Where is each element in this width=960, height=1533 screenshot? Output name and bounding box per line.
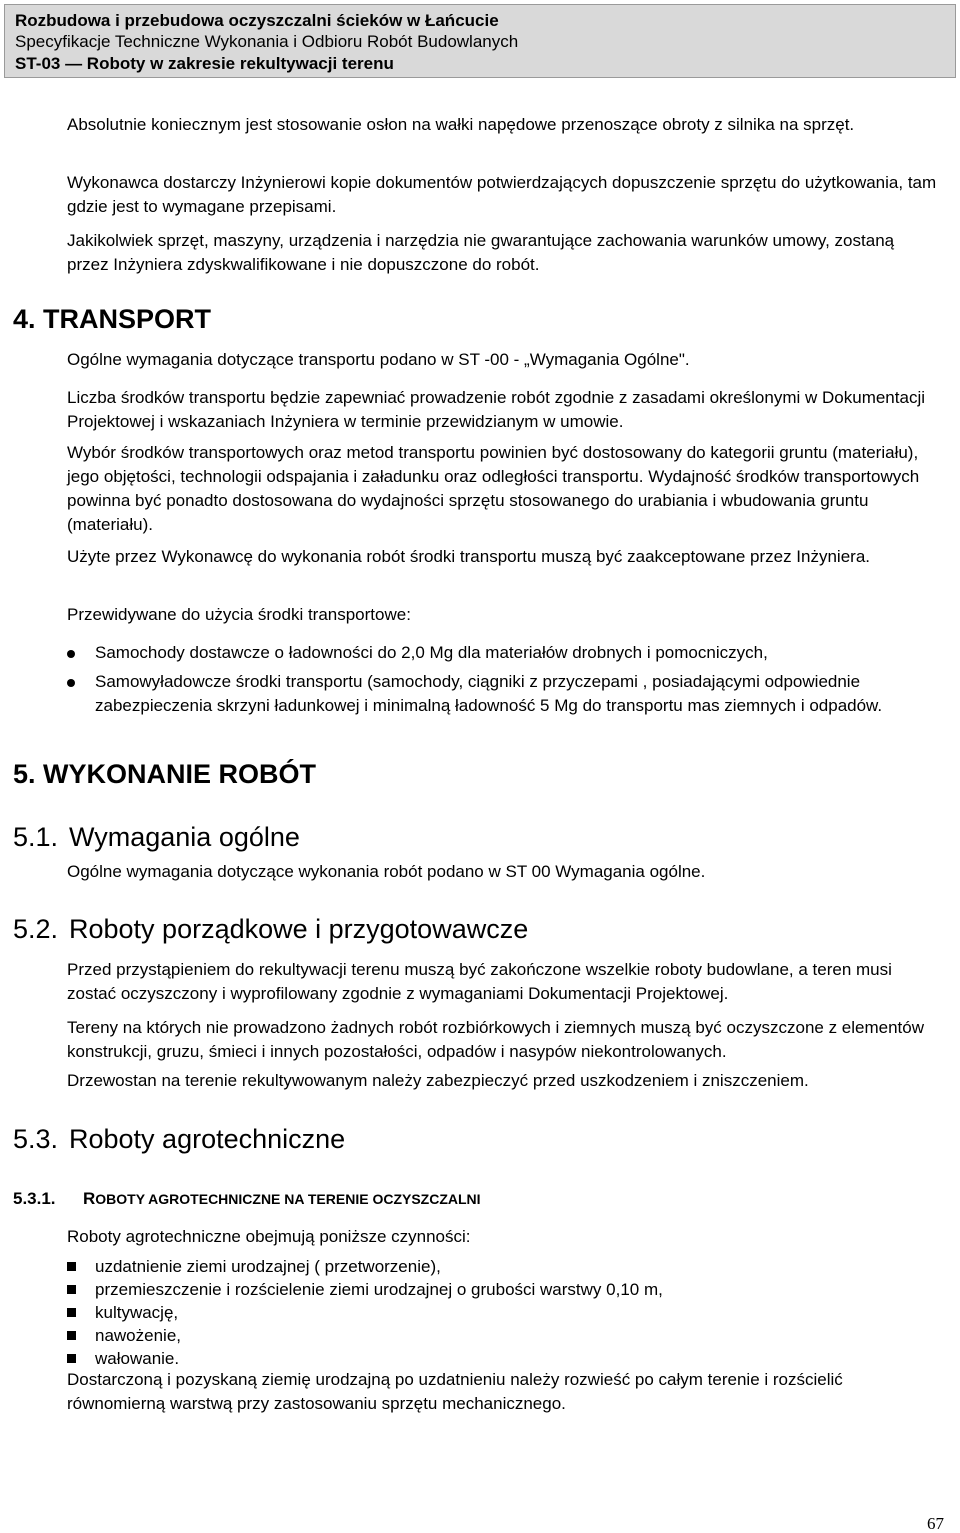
subsection-number: 5.2. xyxy=(13,914,59,944)
project-title: Rozbudowa i przebudowa oczyszczalni ścieków w Łańcucie xyxy=(15,11,499,30)
list-item xyxy=(67,670,937,718)
list-item xyxy=(67,1301,937,1324)
square-bullet-icon xyxy=(67,1308,76,1317)
paragraph: Przed przystąpieniem do rekultywacji terenu muszą być zakończone wszelkie roboty budowlane, a teren musi zostać oczyszczony i wyprofilowany zgodnie z wymaganiami Dokumentacji Projektowej. xyxy=(67,960,892,1003)
subsection-title: Roboty agrotechniczne xyxy=(69,1124,346,1154)
paragraph: Roboty agrotechniczne obejmują poniższe czynności: xyxy=(67,1227,471,1246)
list-item-text: uzdatnienie ziemi urodzajnej ( przetworzenie), xyxy=(95,1257,441,1276)
subsection-title: Roboty porządkowe i przygotowawcze xyxy=(69,914,529,944)
square-bullet-icon xyxy=(67,1262,76,1271)
sub-subsection-number: 5.3.1. xyxy=(13,1189,56,1208)
paragraph: Tereny na których nie prowadzono żadnych robót rozbiórkowych i ziemnych muszą być oczyszczone z elementów konstrukcji, gruzu, śmieci i innych pozostałości, odpadów i nasypów niekontrolowanych. xyxy=(67,1018,925,1061)
paragraph: Dostarczoną i pozyskaną ziemię urodzajną po uzdatnieniu należy rozwieść po całym terenie i rozścielić równomierną warstwą przy zastosowaniu sprzętu mechanicznego. xyxy=(67,1370,843,1413)
subsection-heading xyxy=(13,1123,345,1155)
spec-title: Specyfikacje Techniczne Wykonania i Odbioru Robót Budowlanych xyxy=(15,32,519,51)
paragraph: Jakikolwiek sprzęt, maszyny, urządzenia i narzędzia nie gwarantujące zachowania warunków umowy, zostaną przez Inżyniera zdyskwalifikowane i nie dopuszczone do robót. xyxy=(67,231,895,274)
paragraph: Wybór środków transportowych oraz metod transportu powinien być dostosowany do kategorii gruntu (materiału), jego objętości, technologii odspajania i załadunku oraz odległości transportu. Wydajność środków transportowych powinna być ponadto dostosowana do wydajności sprzętu stosowanego do urabiania i wbudowania gruntu (materiału). xyxy=(67,443,920,534)
square-bullet-icon xyxy=(67,1285,76,1294)
bullet-icon xyxy=(67,679,75,687)
heading-rest: OBOTY AGROTECHNICZNE NA TERENIE OCZYSZCZALNI xyxy=(95,1191,481,1207)
bullet-icon xyxy=(67,650,75,658)
subsection-heading xyxy=(13,913,528,945)
sub-subsection-heading xyxy=(13,1187,481,1211)
paragraph: Przewidywane do użycia środki transportowe: xyxy=(67,605,411,624)
list-item-text: wałowanie. xyxy=(95,1349,180,1368)
subsection-title: Wymagania ogólne xyxy=(69,822,300,852)
square-bullet-icon xyxy=(67,1331,76,1340)
list-item xyxy=(67,1324,937,1347)
list-item xyxy=(67,641,937,665)
document-header xyxy=(4,4,956,78)
list-item-text: kultywację, xyxy=(95,1303,179,1322)
paragraph: Liczba środków transportu będzie zapewniać prowadzenie robót zgodnie z zasadami określonymi w Dokumentacji Projektowej i wskazaniach Inżyniera w terminie przewidzianym w umowie. xyxy=(67,388,925,431)
page-number: 67 xyxy=(927,1514,944,1533)
list-item xyxy=(67,1255,937,1278)
square-bullet-icon xyxy=(67,1354,76,1363)
list-item xyxy=(67,1347,937,1370)
list-item-text: nawożenie, xyxy=(95,1326,182,1345)
subsection-heading xyxy=(13,821,300,853)
list-item-text: przemieszczenie i rozścielenie ziemi urodzajnej o grubości warstwy 0,10 m, xyxy=(95,1280,663,1299)
paragraph: Drzewostan na terenie rekultywowanym należy zabezpieczyć przed uszkodzeniem i zniszczeniem. xyxy=(67,1071,809,1090)
heading-initial: R xyxy=(83,1189,96,1208)
list-item-text: Samowyładowcze środki transportu (samochody, ciągniki z przyczepami , posiadającymi odpowiednie zabezpieczenia skrzyni ładunkowej i minimalną ładowność 5 Mg do transportu mas ziemnych i odpadów. xyxy=(95,672,883,715)
paragraph: Użyte przez Wykonawcę do wykonania robót środki transportu muszą być zaakceptowane przez Inżyniera. xyxy=(67,547,871,566)
paragraph: Wykonawca dostarczy Inżynierowi kopie dokumentów potwierdzających dopuszczenie sprzętu do użytkowania, tam gdzie jest to wymagane przepisami. xyxy=(67,173,937,216)
section-code: ST-03 — Roboty w zakresie rekultywacji terenu xyxy=(15,54,394,73)
list-item-text: Samochody dostawcze o ładowności do 2,0 Mg dla materiałów drobnych i pomocniczych, xyxy=(95,643,768,662)
section-heading: 4. TRANSPORT xyxy=(13,304,212,334)
list-item xyxy=(67,1278,937,1301)
subsection-number: 5.1. xyxy=(13,822,59,852)
paragraph: Ogólne wymagania dotyczące transportu podano w ST -00 - „Wymagania Ogólne". xyxy=(67,350,690,369)
paragraph: Absolutnie koniecznym jest stosowanie osłon na wałki napędowe przenoszące obroty z silnika na sprzęt. xyxy=(67,115,855,134)
section-heading: 5. WYKONANIE ROBÓT xyxy=(13,759,317,789)
paragraph: Ogólne wymagania dotyczące wykonania robót podano w ST 00 Wymagania ogólne. xyxy=(67,862,706,881)
subsection-number: 5.3. xyxy=(13,1124,59,1154)
